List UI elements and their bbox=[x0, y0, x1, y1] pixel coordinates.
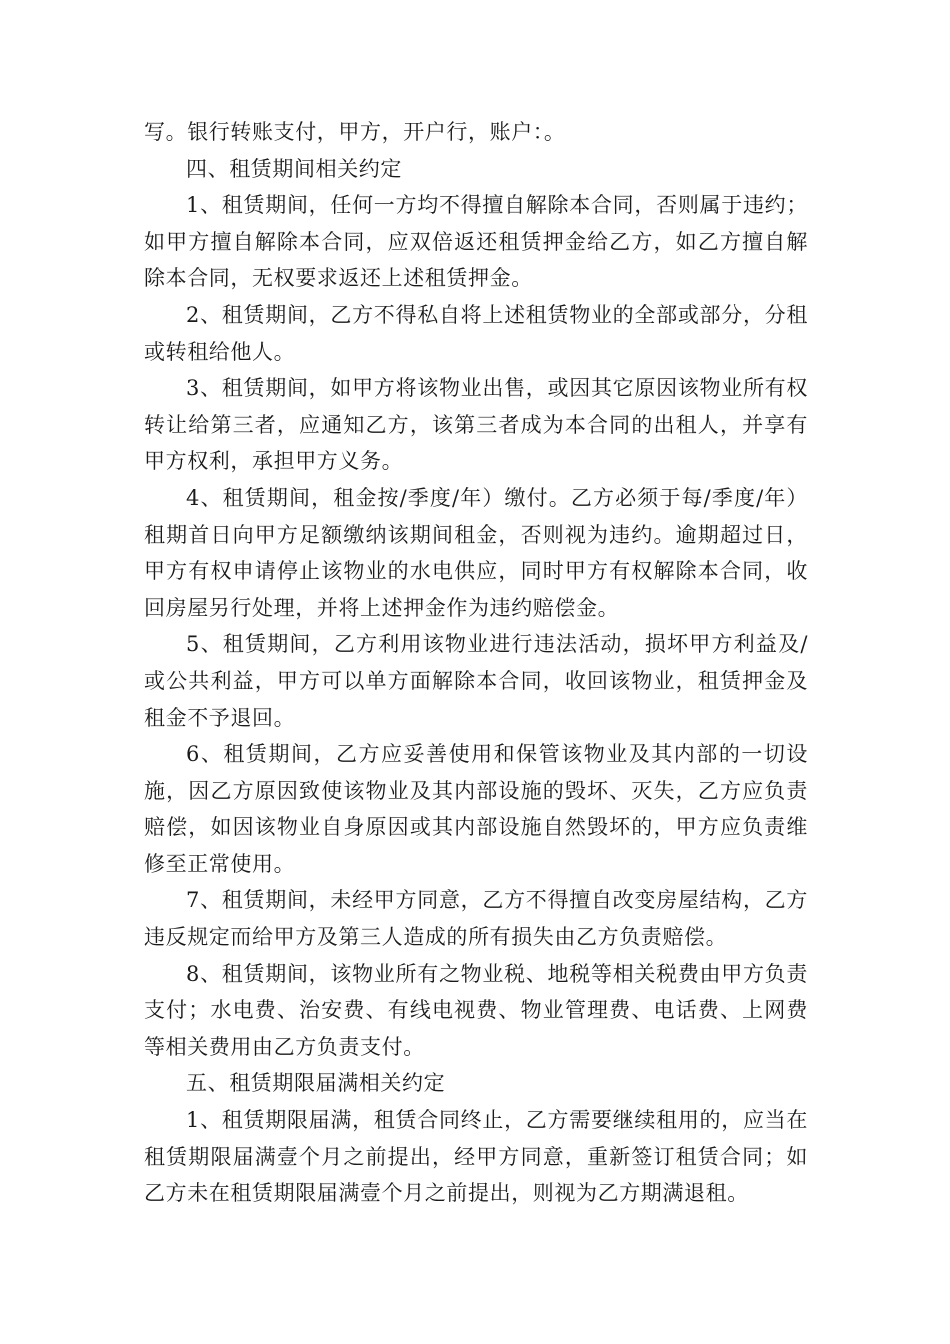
clause-4-1: 1、租赁期间，任何一方均不得擅自解除本合同，否则属于违约；如甲方擅自解除本合同，应双倍返还租赁押金给乙方，如乙方擅自解除本合同，无权要求返还上述租赁押金。 bbox=[144, 193, 808, 291]
section-heading-5: 五、租赁期限届满相关约定 bbox=[186, 1071, 446, 1096]
clause-4-6: 6、租赁期间，乙方应妥善使用和保管该物业及其内部的一切设施，因乙方原因致使该物业及其内部设施的毁坏、灭失，乙方应负责赔偿，如因该物业自身原因或其内部设施自然毁坏的，甲方应负责维修至正常使用。 bbox=[144, 742, 808, 876]
clause-4-3: 3、租赁期间，如甲方将该物业出售，或因其它原因该物业所有权转让给第三者，应通知乙方，该第三者成为本合同的出租人，并享有甲方权利，承担甲方义务。 bbox=[144, 376, 808, 474]
clause-4-5: 5、租赁期间，乙方利用该物业进行违法活动，损坏甲方利益及/或公共利益，甲方可以单方面解除本合同，收回该物业，租赁押金及租金不予退回。 bbox=[144, 632, 808, 730]
clause-4-7: 7、租赁期间，未经甲方同意，乙方不得擅自改变房屋结构，乙方违反规定而给甲方及第三人造成的所有损失由乙方负责赔偿。 bbox=[144, 888, 808, 950]
clause-4-4: 4、租赁期间，租金按/季度/年）缴付。乙方必须于每/季度/年）租期首日向甲方足额缴纳该期间租金，否则视为违约。逾期超过日，甲方有权申请停止该物业的水电供应，同时甲方有权解除本合同，收回房屋另行处理，并将上述押金作为违约赔偿金。 bbox=[144, 485, 808, 620]
clause-4-8: 8、租赁期间，该物业所有之物业税、地税等相关税费由甲方负责支付；水电费、治安费、有线电视费、物业管理费、电话费、上网费等相关费用由乙方负责支付。 bbox=[144, 961, 808, 1059]
paragraph-continuation: 写。银行转账支付，甲方，开户行，账户：。 bbox=[144, 120, 566, 144]
section-heading-4: 四、租赁期间相关约定 bbox=[186, 156, 402, 181]
clause-4-2: 2、租赁期间，乙方不得私自将上述租赁物业的全部或部分，分租或转租给他人。 bbox=[144, 302, 808, 364]
document-body bbox=[144, 114, 808, 1212]
clause-5-1: 1、租赁期限届满，租赁合同终止，乙方需要继续租用的，应当在租赁期限届满壹个月之前提出，经甲方同意，重新签订租赁合同；如乙方未在租赁期限届满壹个月之前提出，则视为乙方期满退租。 bbox=[144, 1108, 808, 1206]
